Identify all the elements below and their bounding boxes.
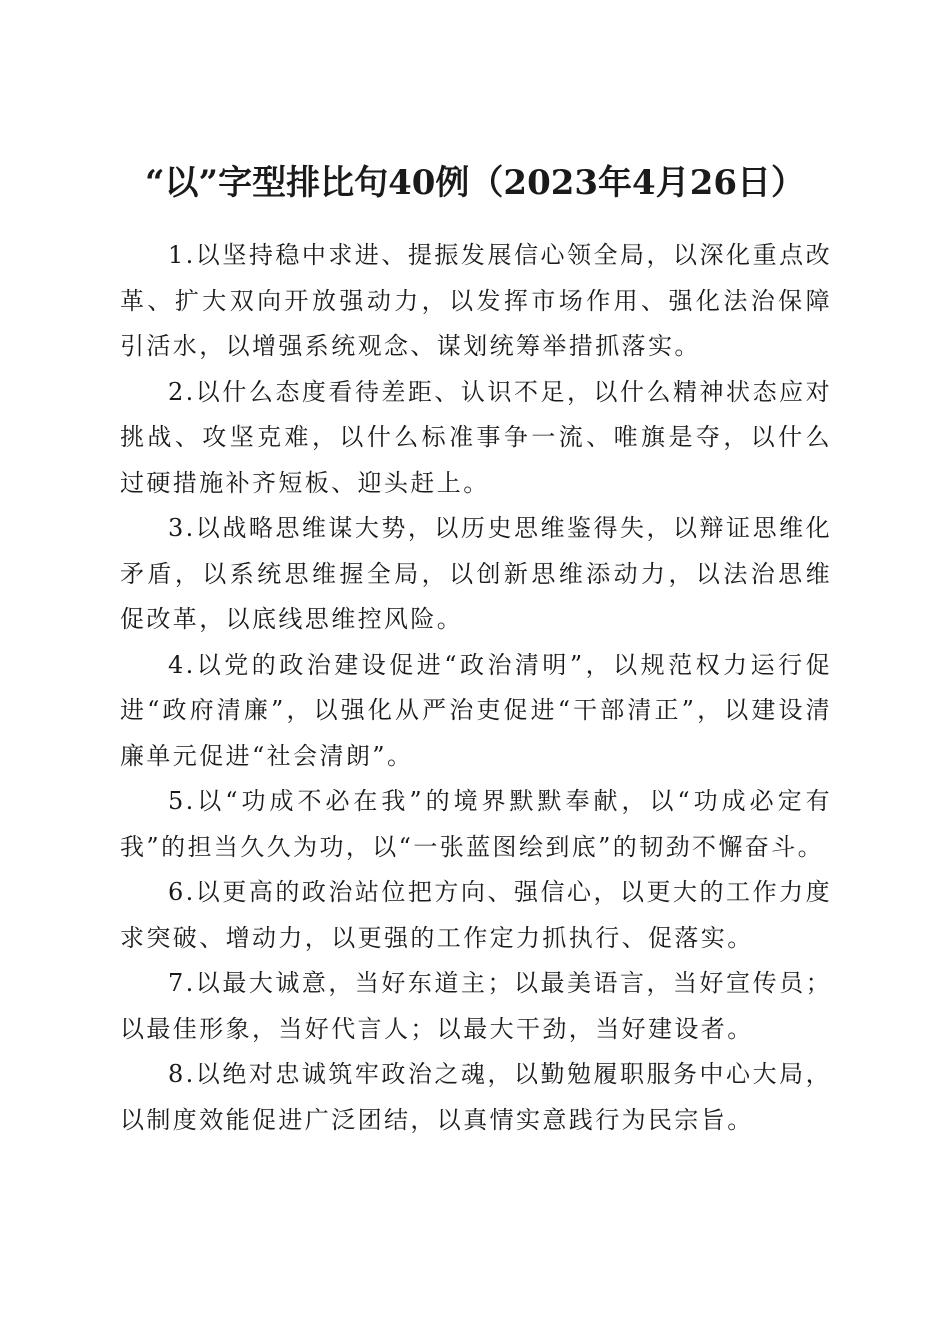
paragraph-6: 6.以更高的政治站位把方向、强信心，以更大的工作力度求突破、增动力，以更强的工作定力抓执行、促落实。 [120, 878, 832, 952]
paragraph-3: 3.以战略思维谋大势，以历史思维鉴得失，以辩证思维化矛盾，以系统思维握全局，以创新思维添动力，以法治思维促改革，以底线思维控风险。 [120, 514, 832, 633]
document-body [120, 233, 832, 1143]
paragraph-8: 8.以绝对忠诚筑牢政治之魂，以勤勉履职服务中心大局，以制度效能促进广泛团结，以真情实意践行为民宗旨。 [120, 1060, 832, 1134]
paragraph-5: 5.以“功成不必在我”的境界默默奉献，以“功成必定有我”的担当久久为功，以“一张蓝图绘到底”的韧劲不懈奋斗。 [120, 787, 832, 861]
paragraph-7: 7.以最大诚意，当好东道主；以最美语言，当好宣传员；以最佳形象，当好代言人；以最大干劲，当好建设者。 [120, 969, 832, 1043]
paragraph-2: 2.以什么态度看待差距、认识不足，以什么精神状态应对挑战、攻坚克难，以什么标准事争一流、唯旗是夺，以什么过硬措施补齐短板、迎头赶上。 [120, 377, 832, 497]
paragraph-1: 1.以坚持稳中求进、提振发展信心领全局，以深化重点改革、扩大双向开放强动力，以发挥市场作用、强化法治保障引活水，以增强系统观念、谋划统筹举措抓落实。 [120, 241, 832, 360]
document-title: “以”字型排比句40例（2023年4月26日） [144, 162, 806, 203]
paragraph-4: 4.以党的政治建设促进“政治清明”，以规范权力运行促进“政府清廉”，以强化从严治吏促进“干部清正”，以建设清廉单元促进“社会清朗”。 [120, 650, 832, 770]
